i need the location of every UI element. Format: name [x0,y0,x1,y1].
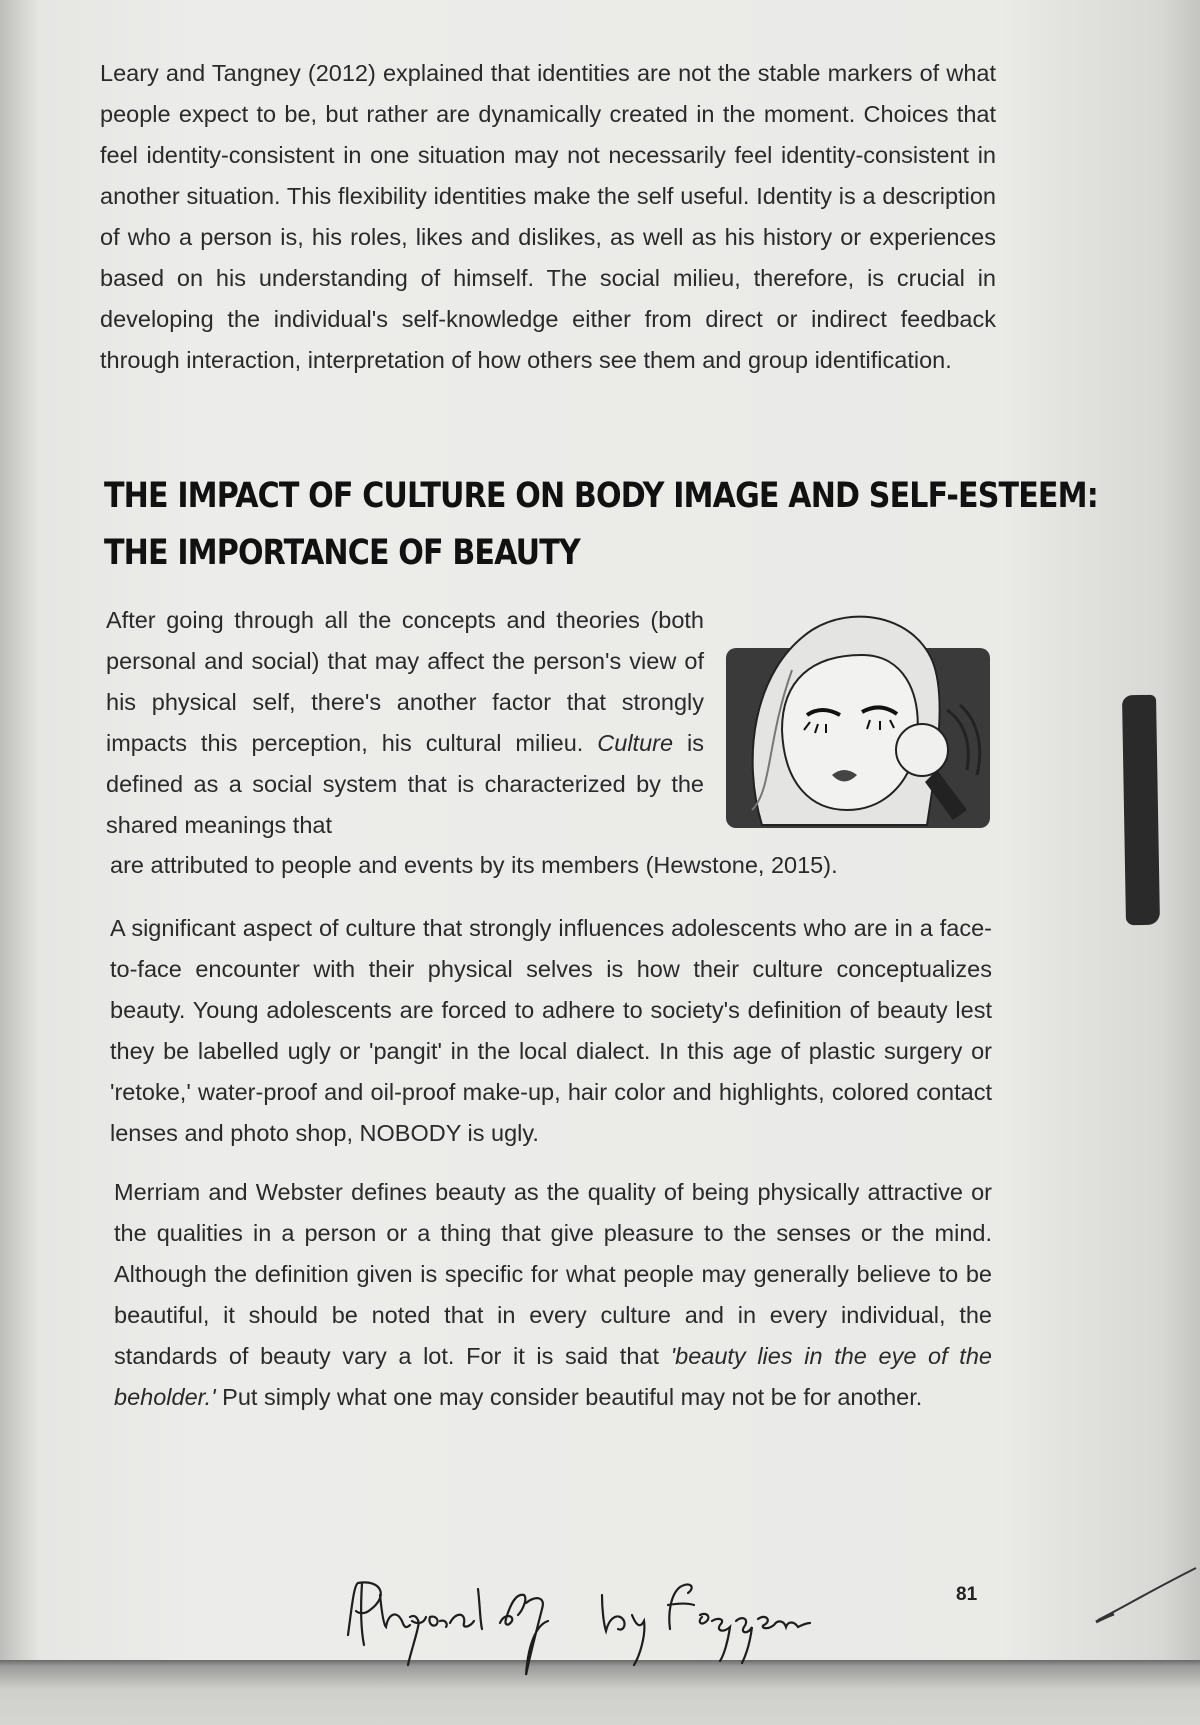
paragraph-identity [100,53,996,381]
heading-line-1: THE IMPACT OF CULTURE ON BODY IMAGE AND SELF-ESTEEM: [104,476,1098,516]
culture-term: Culture [597,730,674,756]
page-number: 81 [956,1584,978,1605]
paragraph-3-text: A significant aspect of culture that strongly influences adolescents who are in a face-to-face encounter with their physical selves is how their culture conceptualizes beauty. Young adolescents are forced to adhere to society's definition of beauty lest they be labelled ugly or 'pangit' in the local dialect. In this age of plastic surgery or 'retoke,' water-proof and oil-proof make-up, hair color and highlights, colored contact lenses and photo shop, NOBODY is ugly. [110,915,992,1146]
paragraph-2-part-1: After going through all the concepts and theories (both personal and social) that may affect the person's view of his physical self, there's another factor that strongly impacts this perception, his cultural milieu. [106,607,704,756]
marker-stroke [1122,695,1160,926]
paragraph-2-part-2: is defined as a social system that is characterized by the shared meanings that [106,730,705,838]
woman-makeup-illustration [722,610,992,830]
heading-line-2: THE IMPORTANCE OF BEAUTY [104,533,580,573]
pen-stroke-mark [1092,1560,1200,1630]
paragraph-1-text: Leary and Tangney (2012) explained that identities are not the stable markers of what people expect to be, but rather are dynamically created in the moment. Choices that feel identity-consistent in one situation may not necessarily feel identity-consistent in another situation. This flexibility identities make the self useful. Identity is a description of who a person is, his roles, likes and dislikes, as well as his history or experiences based on his understanding of himself. The social milieu, therefore, is crucial in developing the individual's self-knowledge either from direct or indirect feedback through interaction, interpretation of how others see them and group identification. [100,60,996,373]
paragraph-beauty-definition [114,1172,992,1418]
beauty-quote: 'beauty lies in the eye of the beholder.' [114,1343,992,1410]
paragraph-culture [106,600,704,846]
paragraph-adolescents [110,908,992,1154]
paragraph-4-part-2: Put simply what one may consider beautiful may not be for another. [222,1384,923,1410]
paragraph-culture-tail [110,845,970,886]
paragraph-4-part-1: Merriam and Webster defines beauty as the quality of being physically attractive or the qualities in a person or a thing that give pleasure to the senses or the mind. Although the definition given is specific for what people may generally believe to be beautiful, it should be noted that in every culture and in every individual, the standards of beauty vary a lot. For it is said that [114,1179,992,1369]
paragraph-2-tail: are attributed to people and events by its members (Hewstone, 2015). [110,852,838,878]
section-heading [104,468,1098,582]
handwritten-signature [340,1565,880,1685]
